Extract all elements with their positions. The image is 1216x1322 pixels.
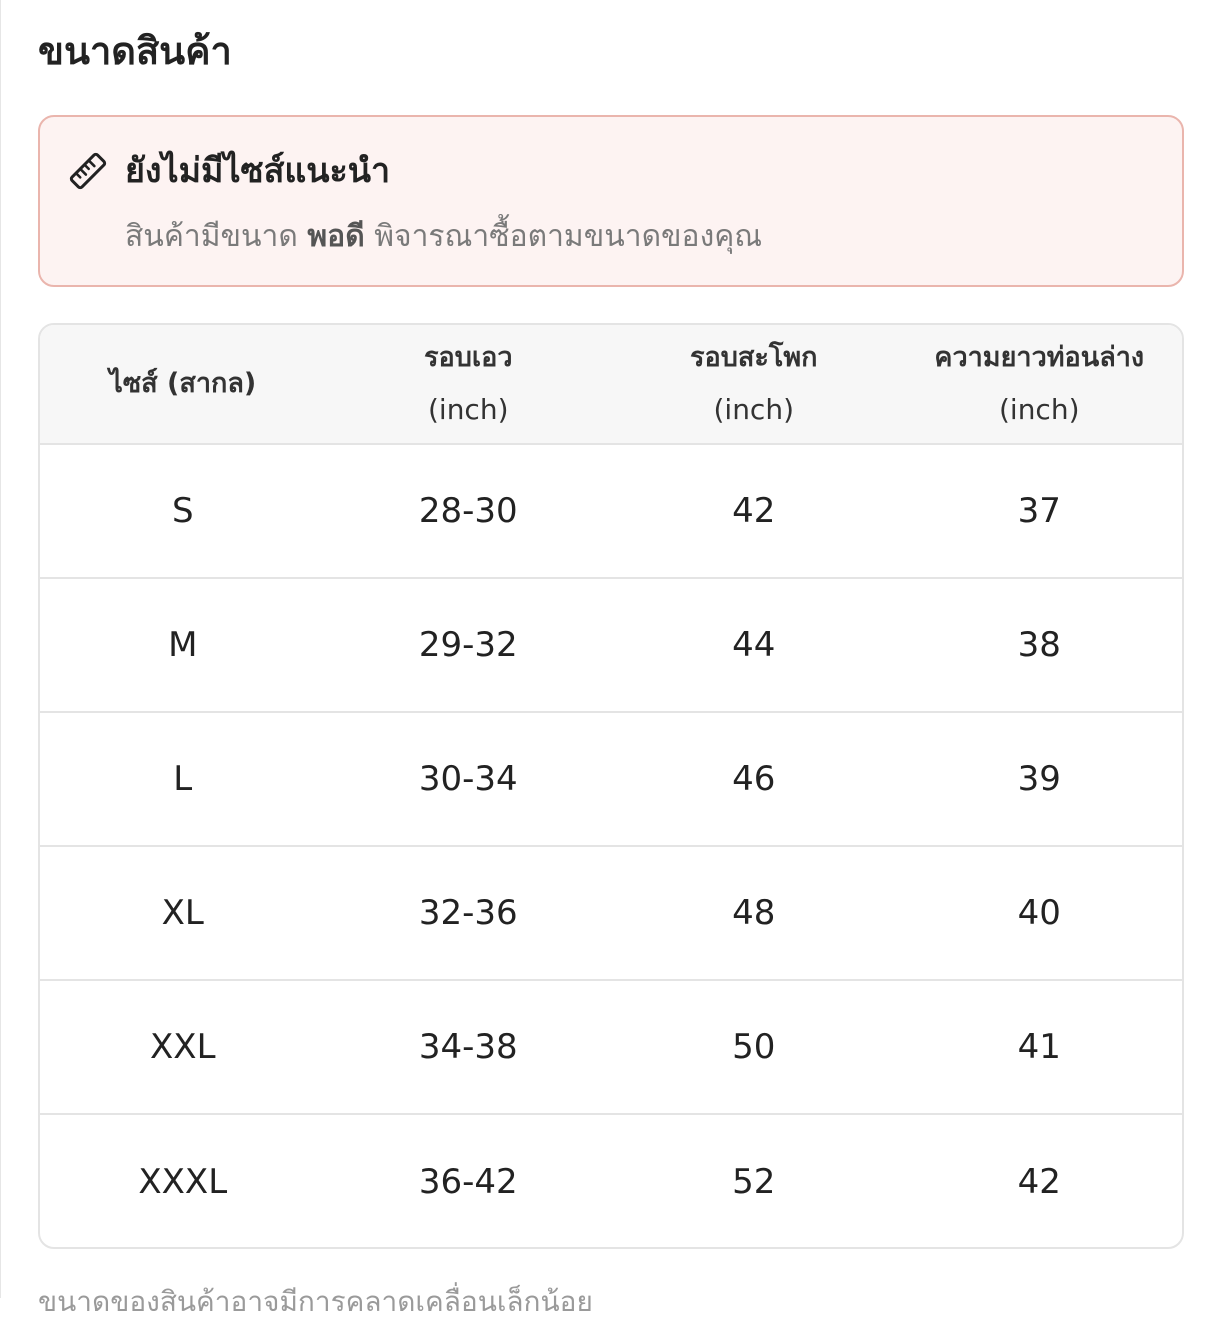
section-title: ขนาดสินค้า: [38, 29, 232, 73]
cell-size: M: [40, 578, 326, 712]
cell-length: 38: [897, 578, 1183, 712]
size-recommendation-notice: [38, 115, 1184, 287]
header-length: [897, 325, 1183, 444]
header-hip-label: รอบสะโพก: [690, 342, 818, 373]
cell-size: XL: [40, 846, 326, 980]
header-hip-unit: (inch): [713, 393, 794, 426]
ruler-icon: [68, 151, 108, 191]
header-length-unit: (inch): [998, 393, 1080, 426]
cell-size: S: [40, 444, 326, 578]
notice-desc-suffix: พิจารณาซื้อตามขนาดของคุณ: [374, 219, 763, 254]
cell-length: 42: [1017, 1161, 1061, 1202]
header-size-label: ไซส์ (สากล): [109, 368, 257, 399]
cell-size: XXL: [40, 980, 326, 1114]
table-row: [40, 846, 1182, 980]
header-waist: [326, 325, 612, 444]
table-header-row: [40, 325, 1182, 444]
table-row: [40, 1114, 1182, 1248]
size-table: [40, 325, 1182, 1248]
notice-description: [125, 215, 762, 259]
header-hip: [611, 325, 897, 444]
cell-waist: 32-36: [326, 846, 612, 980]
cell-size: L: [40, 712, 326, 846]
cell-waist: 28-30: [326, 444, 612, 578]
cell-length: 41: [897, 980, 1183, 1114]
size-table-container: [38, 323, 1184, 1249]
table-row: [40, 578, 1182, 712]
cell-waist: 30-34: [326, 712, 612, 846]
cell-hip: 48: [611, 846, 897, 980]
table-row: [40, 980, 1182, 1114]
header-size: [40, 325, 326, 444]
size-disclaimer-text: ขนาดของสินค้าอาจมีการคลาดเคลื่อนเล็กน้อย: [38, 1285, 593, 1318]
cell-length: 39: [897, 712, 1183, 846]
cell-hip: 42: [611, 444, 897, 578]
cell-hip: 52: [732, 1161, 776, 1202]
cell-length: 40: [897, 846, 1183, 980]
notice-title: ยังไม่มีไซส์แนะนำ: [125, 151, 391, 191]
cell-size: XXXL: [138, 1161, 228, 1202]
cell-hip: 46: [611, 712, 897, 846]
cell-hip: 50: [611, 980, 897, 1114]
table-row: [40, 712, 1182, 846]
header-length-label: ความยาวท่อนล่าง: [934, 342, 1145, 373]
header-waist-label: รอบเอว: [424, 342, 513, 373]
cell-waist: 34-38: [326, 980, 612, 1114]
header-waist-unit: (inch): [427, 393, 509, 426]
notice-desc-prefix: สินค้ามีขนาด: [125, 219, 298, 254]
fit-type-label: พอดี: [307, 219, 365, 254]
cell-length: 37: [897, 444, 1183, 578]
cell-waist: 36-42: [418, 1161, 518, 1202]
cell-hip: 44: [611, 578, 897, 712]
table-row: [40, 444, 1182, 578]
cell-waist: 29-32: [326, 578, 612, 712]
